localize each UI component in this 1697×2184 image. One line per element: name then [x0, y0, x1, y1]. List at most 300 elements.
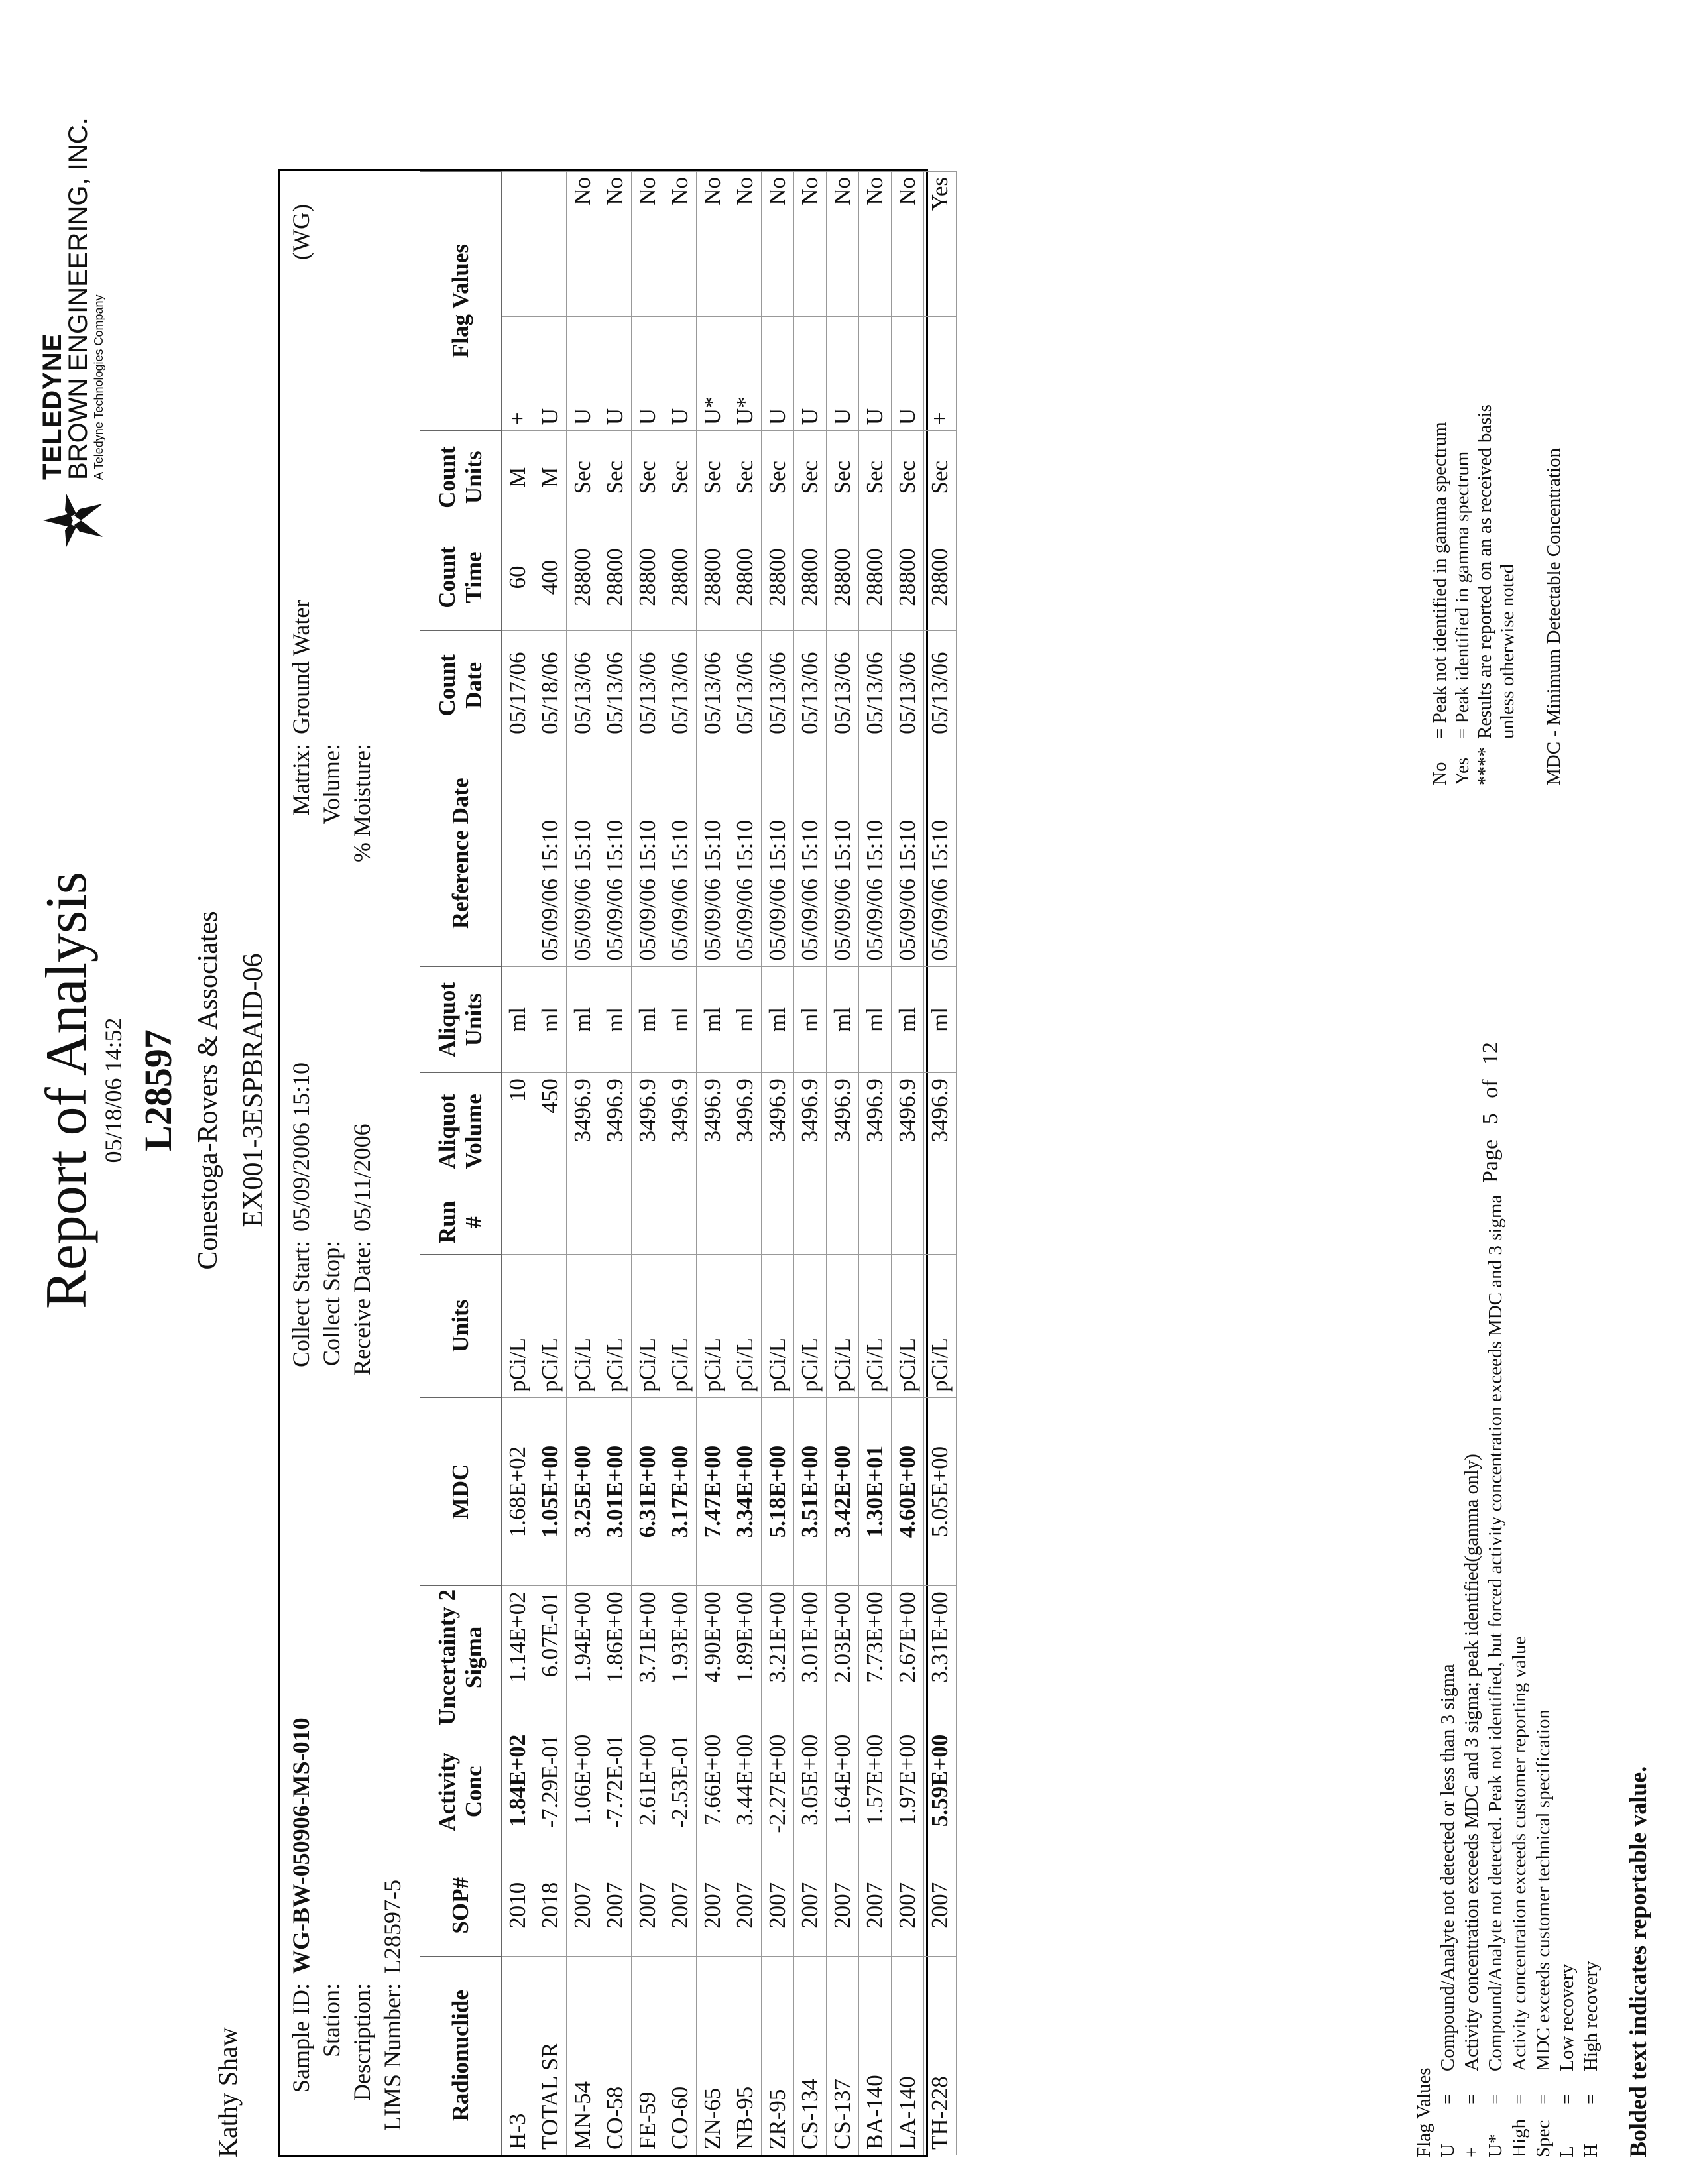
legend-item [1555, 1195, 1579, 2157]
cell-run [534, 1190, 567, 1254]
report-title: Report of Analysis [34, 872, 99, 1309]
cell-reference-date: 05/09/06 15:10 [534, 740, 567, 966]
cell-radionuclide: CS-134 [794, 1956, 827, 2155]
legend-text: Low recovery [1556, 1964, 1578, 2071]
cell-mdc: 3.01E+00 [599, 1397, 632, 1585]
cell-count-units: Sec [599, 431, 632, 524]
cell-aliquot-volume: 3496.9 [827, 1073, 859, 1190]
cell-radionuclide: CO-58 [599, 1956, 632, 2155]
cell-count-units: Sec [632, 431, 664, 524]
cell-activity-conc: -2.27E+00 [762, 1729, 794, 1855]
cell-aliquot-units: ml [534, 966, 567, 1073]
table-row [664, 172, 697, 2155]
legend-item [1460, 1195, 1484, 2157]
cell-sop: 2007 [762, 1855, 794, 1957]
cell-flag-peak: No [664, 172, 697, 317]
legend-equals: = [1437, 2093, 1458, 2104]
page-current: 5 [1478, 1113, 1503, 1125]
legend-equals: = [1461, 2093, 1482, 2104]
legend-equals: = [1509, 2093, 1530, 2104]
cell-flag-peak [502, 172, 534, 317]
matrix-code: (WG) [288, 204, 314, 260]
cell-flag: U [794, 317, 827, 431]
cell-mdc: 3.42E+00 [827, 1397, 859, 1585]
cell-uncertainty: 3.21E+00 [762, 1586, 794, 1729]
col-count-date: Count Date [420, 630, 502, 740]
cell-count-date: 05/13/06 [827, 630, 859, 740]
cell-count-units: M [534, 431, 567, 524]
legend-stars-text: Results are reported on an as received basis [1474, 404, 1495, 739]
legend-equals: = [1533, 2093, 1554, 2104]
cell-flag: U [534, 317, 567, 431]
col-sop: SOP# [420, 1855, 502, 1957]
cell-uncertainty: 1.14E+02 [502, 1586, 534, 1729]
cell-radionuclide: H-3 [502, 1956, 534, 2155]
cell-units: pCi/L [697, 1255, 729, 1398]
legend-stars-text-2: unless otherwise noted [1497, 563, 1518, 739]
cell-run [794, 1190, 827, 1254]
cell-activity-conc: 7.66E+00 [697, 1729, 729, 1855]
cell-reference-date: 05/09/06 15:10 [729, 740, 762, 966]
cell-aliquot-volume: 3496.9 [859, 1073, 892, 1190]
cell-uncertainty: 4.90E+00 [697, 1586, 729, 1729]
legend-text: High recovery [1580, 1961, 1602, 2071]
page-number [1478, 1042, 1503, 1183]
cell-radionuclide: ZR-95 [762, 1956, 794, 2155]
cell-aliquot-volume: 3496.9 [697, 1073, 729, 1190]
bolded-note: Bolded text indicates reportable value. [1625, 1766, 1651, 2157]
cell-reference-date: 05/09/06 15:10 [892, 740, 924, 966]
legend-text: Compound/Analyte not detected. Peak not identified, but forced activity concentration exceeds MDC and 3 sigma [1485, 1194, 1506, 2071]
cell-aliquot-volume: 10 [502, 1073, 534, 1190]
cell-mdc: 3.25E+00 [567, 1397, 599, 1585]
cell-activity-conc: 1.97E+00 [892, 1729, 924, 1855]
legend-equals: = [1485, 2093, 1506, 2104]
cell-activity-conc: 1.57E+00 [859, 1729, 892, 1855]
table-header-row [420, 172, 502, 2155]
cell-flag-peak: No [892, 172, 924, 317]
cell-count-time: 28800 [762, 524, 794, 631]
table-row [762, 172, 794, 2155]
cell-flag: + [924, 317, 957, 431]
cell-aliquot-volume: 3496.9 [567, 1073, 599, 1190]
cell-count-time: 28800 [664, 524, 697, 631]
cell-uncertainty: 2.67E+00 [892, 1586, 924, 1729]
col-count-time: Count Time [420, 524, 502, 631]
col-reference-date: Reference Date [420, 740, 502, 966]
logo-line-1: TELEDYNE [38, 333, 67, 480]
cell-aliquot-volume: 3496.9 [664, 1073, 697, 1190]
table-row [924, 172, 957, 2155]
cell-flag: + [502, 317, 534, 431]
col-run: Run # [420, 1190, 502, 1254]
cell-radionuclide: CO-60 [664, 1956, 697, 2155]
cell-flag: U [664, 317, 697, 431]
cell-flag-peak: No [599, 172, 632, 317]
cell-mdc: 4.60E+00 [892, 1397, 924, 1585]
cell-sop: 2007 [697, 1855, 729, 1957]
legend-symbol: H [1580, 2144, 1602, 2157]
cell-aliquot-volume: 3496.9 [892, 1073, 924, 1190]
cell-sop: 2007 [924, 1855, 957, 1957]
cell-mdc: 1.30E+01 [859, 1397, 892, 1585]
cell-units: pCi/L [729, 1255, 762, 1398]
cell-mdc: 3.17E+00 [664, 1397, 697, 1585]
cell-units: pCi/L [794, 1255, 827, 1398]
matrix-label: Matrix: [288, 744, 314, 815]
col-flag-values: Flag Values [420, 172, 502, 431]
cell-flag-peak [534, 172, 567, 317]
cell-uncertainty: 2.03E+00 [827, 1586, 859, 1729]
cell-count-date: 05/13/06 [859, 630, 892, 740]
cell-aliquot-units: ml [762, 966, 794, 1073]
cell-flag: U [599, 317, 632, 431]
cell-radionuclide: FE-59 [632, 1956, 664, 2155]
table-row [827, 172, 859, 2155]
volume-label: Volume: [318, 744, 345, 825]
legend-text: MDC exceeds customer technical specification [1533, 1709, 1554, 2071]
table-row [794, 172, 827, 2155]
cell-activity-conc: 1.84E+02 [502, 1729, 534, 1855]
cell-count-date: 05/13/06 [632, 630, 664, 740]
table-row [534, 172, 567, 2155]
cell-reference-date: 05/09/06 15:10 [827, 740, 859, 966]
cell-flag-peak: No [794, 172, 827, 317]
cell-units: pCi/L [924, 1255, 957, 1398]
cell-count-units: Sec [859, 431, 892, 524]
table-body [502, 172, 957, 2155]
legend-symbol: High [1509, 2119, 1530, 2157]
company-logo [40, 117, 106, 550]
cell-sop: 2010 [502, 1855, 534, 1957]
cell-aliquot-volume: 3496.9 [632, 1073, 664, 1190]
logo-line-3: A Teledyne Technologies Company [92, 294, 105, 480]
table-row [892, 172, 924, 2155]
cell-flag: U* [697, 317, 729, 431]
page-total: 12 [1478, 1042, 1503, 1065]
cell-sop: 2007 [892, 1855, 924, 1957]
cell-sop: 2007 [827, 1855, 859, 1957]
cell-reference-date: 05/09/06 15:10 [762, 740, 794, 966]
cell-run [892, 1190, 924, 1254]
cell-reference-date: 05/09/06 15:10 [697, 740, 729, 966]
cell-count-date: 05/13/06 [794, 630, 827, 740]
legend-item [1579, 1195, 1603, 2157]
cell-units: pCi/L [892, 1255, 924, 1398]
legend-item [1436, 1195, 1460, 2157]
col-activity-conc: Activity Conc [420, 1729, 502, 1855]
table-row [729, 172, 762, 2155]
col-uncertainty: Uncertainty 2 Sigma [420, 1586, 502, 1729]
cell-activity-conc: 3.05E+00 [794, 1729, 827, 1855]
cell-units: pCi/L [534, 1255, 567, 1398]
cell-count-time: 28800 [729, 524, 762, 631]
table-row [632, 172, 664, 2155]
cell-count-date: 05/13/06 [599, 630, 632, 740]
col-aliquot-volume: Aliquot Volume [420, 1073, 502, 1190]
cell-activity-conc: 5.59E+00 [924, 1729, 957, 1855]
cell-flag: U [567, 317, 599, 431]
cell-reference-date: 05/09/06 15:10 [664, 740, 697, 966]
cell-units: pCi/L [762, 1255, 794, 1398]
cell-mdc: 7.47E+00 [697, 1397, 729, 1585]
legend-symbol: L [1556, 2146, 1578, 2157]
legend-items [1436, 1195, 1603, 2157]
cell-run [632, 1190, 664, 1254]
cell-activity-conc: -7.72E-01 [599, 1729, 632, 1855]
cell-count-units: M [502, 431, 534, 524]
legend-item [1484, 1195, 1507, 2157]
cell-count-time: 28800 [599, 524, 632, 631]
teledyne-star-icon [40, 490, 106, 550]
cell-count-date: 05/13/06 [924, 630, 957, 740]
receive-date-value: 05/11/2006 [349, 1123, 375, 1232]
lims-id: L28597 [137, 1029, 180, 1151]
cell-flag: U [827, 317, 859, 431]
table-row [567, 172, 599, 2155]
cell-reference-date: 05/09/06 15:10 [859, 740, 892, 966]
cell-activity-conc: -2.53E-01 [664, 1729, 697, 1855]
collect-start-label: Collect Start: [288, 1241, 314, 1367]
cell-units: pCi/L [859, 1255, 892, 1398]
legend-yes-text: = Peak identified in gamma spectrum [1452, 451, 1473, 739]
cell-uncertainty: 3.31E+00 [924, 1586, 957, 1729]
cell-radionuclide: TH-228 [924, 1956, 957, 2155]
cell-count-units: Sec [762, 431, 794, 524]
cell-mdc: 5.05E+00 [924, 1397, 957, 1585]
description-label: Description: [349, 1983, 375, 2101]
cell-aliquot-volume: 450 [534, 1073, 567, 1190]
cell-flag-peak: No [729, 172, 762, 317]
receive-date-label: Receive Date: [349, 1241, 375, 1375]
lims-number-value: L28597-5 [379, 1880, 406, 1974]
cell-reference-date: 05/09/06 15:10 [794, 740, 827, 966]
cell-aliquot-units: ml [664, 966, 697, 1073]
cell-count-time: 400 [534, 524, 567, 631]
cell-count-units: Sec [664, 431, 697, 524]
cell-count-time: 28800 [697, 524, 729, 631]
cell-reference-date: 05/09/06 15:10 [632, 740, 664, 966]
moisture-label: % Moisture: [349, 744, 375, 862]
client-name: Conestoga-Rovers & Associates [193, 911, 223, 1270]
cell-radionuclide: BA-140 [859, 1956, 892, 2155]
col-mdc: MDC [420, 1397, 502, 1585]
cell-radionuclide: ZN-65 [697, 1956, 729, 2155]
cell-mdc: 3.34E+00 [729, 1397, 762, 1585]
cell-uncertainty: 1.89E+00 [729, 1586, 762, 1729]
table-row [599, 172, 632, 2155]
cell-flag: U* [729, 317, 762, 431]
cell-flag-peak: No [762, 172, 794, 317]
cell-count-date: 05/13/06 [762, 630, 794, 740]
col-count-units: Count Units [420, 431, 502, 524]
table-row [697, 172, 729, 2155]
cell-aliquot-units: ml [567, 966, 599, 1073]
cell-aliquot-volume: 3496.9 [599, 1073, 632, 1190]
cell-units: pCi/L [599, 1255, 632, 1398]
cell-count-time: 28800 [794, 524, 827, 631]
cell-radionuclide: TOTAL SR [534, 1956, 567, 2155]
matrix-value: Ground Water [288, 599, 314, 734]
gamma-legend [1429, 404, 1565, 785]
cell-aliquot-volume: 3496.9 [924, 1073, 957, 1190]
sample-info-left [286, 1717, 408, 2155]
cell-reference-date: 05/09/06 15:10 [567, 740, 599, 966]
cell-activity-conc: 1.64E+00 [827, 1729, 859, 1855]
cell-units: pCi/L [502, 1255, 534, 1398]
cell-run [697, 1190, 729, 1254]
col-radionuclide: Radionuclide [420, 1956, 502, 2155]
col-aliquot-units: Aliquot Units [420, 966, 502, 1073]
table-row [502, 172, 534, 2155]
legend-symbol: + [1461, 2146, 1482, 2157]
cell-uncertainty: 1.86E+00 [599, 1586, 632, 1729]
cell-mdc: 5.18E+00 [762, 1397, 794, 1585]
cell-count-time: 28800 [567, 524, 599, 631]
legend-item [1507, 1195, 1531, 2157]
col-units: Units [420, 1255, 502, 1398]
cell-aliquot-units: ml [729, 966, 762, 1073]
cell-count-time: 28800 [892, 524, 924, 631]
collect-start-value: 05/09/2006 15:10 [288, 1062, 314, 1232]
cell-reference-date [502, 740, 534, 966]
cell-run [827, 1190, 859, 1254]
legend-text: Activity concentration exceeds MDC and 3 sigma; peak identified(gamma only) [1461, 1454, 1482, 2071]
cell-count-date: 05/17/06 [502, 630, 534, 740]
results-frame [278, 169, 953, 2157]
cell-aliquot-units: ml [502, 966, 534, 1073]
cell-sop: 2007 [729, 1855, 762, 1957]
cell-flag: U [632, 317, 664, 431]
cell-count-units: Sec [697, 431, 729, 524]
cell-count-units: Sec [827, 431, 859, 524]
cell-flag-peak: No [827, 172, 859, 317]
cell-reference-date: 05/09/06 15:10 [924, 740, 957, 966]
legend-symbol: Spec [1533, 2120, 1554, 2157]
cell-activity-conc: 1.06E+00 [567, 1729, 599, 1855]
report-datetime: 05/18/06 14:52 [100, 1017, 127, 1163]
sample-info-middle [286, 1063, 377, 1393]
logo-line-2: BROWN ENGINEERING, INC. [64, 117, 93, 480]
cell-radionuclide: NB-95 [729, 1956, 762, 2155]
table-row [859, 172, 892, 2155]
cell-uncertainty: 6.07E-01 [534, 1586, 567, 1729]
sample-info-right [286, 600, 377, 870]
cell-count-units: Sec [567, 431, 599, 524]
legend-yes: Yes [1452, 757, 1473, 785]
flag-legend [1412, 1195, 1603, 2157]
cell-count-date: 05/13/06 [892, 630, 924, 740]
cell-sop: 2007 [632, 1855, 664, 1957]
cell-radionuclide: MN-54 [567, 1956, 599, 2155]
cell-run [762, 1190, 794, 1254]
cell-aliquot-units: ml [827, 966, 859, 1073]
cell-units: pCi/L [632, 1255, 664, 1398]
legend-stars: **** [1474, 747, 1495, 785]
cell-aliquot-units: ml [924, 966, 957, 1073]
cell-aliquot-units: ml [632, 966, 664, 1073]
cell-run [924, 1190, 957, 1254]
cell-sop: 2018 [534, 1855, 567, 1957]
legend-equals: = [1580, 2093, 1602, 2104]
legend-symbol: U* [1485, 2134, 1506, 2157]
collect-stop-label: Collect Stop: [318, 1241, 345, 1366]
cell-sop: 2007 [859, 1855, 892, 1957]
cell-radionuclide: LA-140 [892, 1956, 924, 2155]
cell-flag-peak: No [632, 172, 664, 317]
sample-id-value: WG-BW-050906-MS-010 [288, 1717, 314, 1974]
cell-aliquot-units: ml [794, 966, 827, 1073]
sample-id-label: Sample ID: [288, 1983, 314, 2093]
legend-text: Activity concentration exceeds customer reporting value [1509, 1636, 1530, 2071]
cell-aliquot-units: ml [599, 966, 632, 1073]
cell-uncertainty: 3.01E+00 [794, 1586, 827, 1729]
cell-aliquot-volume: 3496.9 [729, 1073, 762, 1190]
cell-count-units: Sec [892, 431, 924, 524]
cell-count-time: 28800 [827, 524, 859, 631]
station-label: Station: [318, 1983, 345, 2058]
page-of: of [1478, 1079, 1503, 1098]
cell-radionuclide: CS-137 [827, 1956, 859, 2155]
cell-units: pCi/L [827, 1255, 859, 1398]
cell-count-date: 05/13/06 [697, 630, 729, 740]
cell-mdc: 3.51E+00 [794, 1397, 827, 1585]
cell-reference-date: 05/09/06 15:10 [599, 740, 632, 966]
cell-run [729, 1190, 762, 1254]
legend-item [1531, 1195, 1555, 2157]
cell-uncertainty: 1.94E+00 [567, 1586, 599, 1729]
cell-flag-peak: Yes [924, 172, 957, 317]
cell-count-units: Sec [729, 431, 762, 524]
cell-run [567, 1190, 599, 1254]
cell-units: pCi/L [567, 1255, 599, 1398]
cell-sop: 2007 [794, 1855, 827, 1957]
cell-units: pCi/L [664, 1255, 697, 1398]
project-code: EX001-3ESPBRAID-06 [238, 953, 268, 1228]
cell-count-time: 28800 [924, 524, 957, 631]
legend-equals: = [1556, 2093, 1578, 2104]
cell-run [502, 1190, 534, 1254]
cell-aliquot-volume: 3496.9 [762, 1073, 794, 1190]
cell-aliquot-units: ml [892, 966, 924, 1073]
cell-flag-peak: No [859, 172, 892, 317]
cell-mdc: 1.68E+02 [502, 1397, 534, 1585]
cell-aliquot-volume: 3496.9 [794, 1073, 827, 1190]
cell-run [599, 1190, 632, 1254]
page-label: Page [1478, 1139, 1503, 1183]
lims-number-label: LIMS Number: [379, 1983, 406, 2131]
legend-no: No [1429, 762, 1450, 785]
cell-activity-conc: 2.61E+00 [632, 1729, 664, 1855]
cell-activity-conc: 3.44E+00 [729, 1729, 762, 1855]
cell-count-time: 60 [502, 524, 534, 631]
cell-count-date: 05/13/06 [664, 630, 697, 740]
cell-sop: 2007 [599, 1855, 632, 1957]
cell-run [859, 1190, 892, 1254]
cell-count-date: 05/13/06 [729, 630, 762, 740]
cell-aliquot-units: ml [859, 966, 892, 1073]
legend-no-text: = Peak not identified in gamma spectrum [1429, 422, 1450, 739]
cell-count-time: 28800 [632, 524, 664, 631]
contact-person: Kathy Shaw [213, 2027, 243, 2157]
cell-count-time: 28800 [859, 524, 892, 631]
legend-title: Flag Values [1413, 2067, 1434, 2157]
cell-count-date: 05/13/06 [567, 630, 599, 740]
cell-flag: U [892, 317, 924, 431]
cell-activity-conc: -7.29E-01 [534, 1729, 567, 1855]
cell-flag: U [859, 317, 892, 431]
cell-flag-peak: No [697, 172, 729, 317]
